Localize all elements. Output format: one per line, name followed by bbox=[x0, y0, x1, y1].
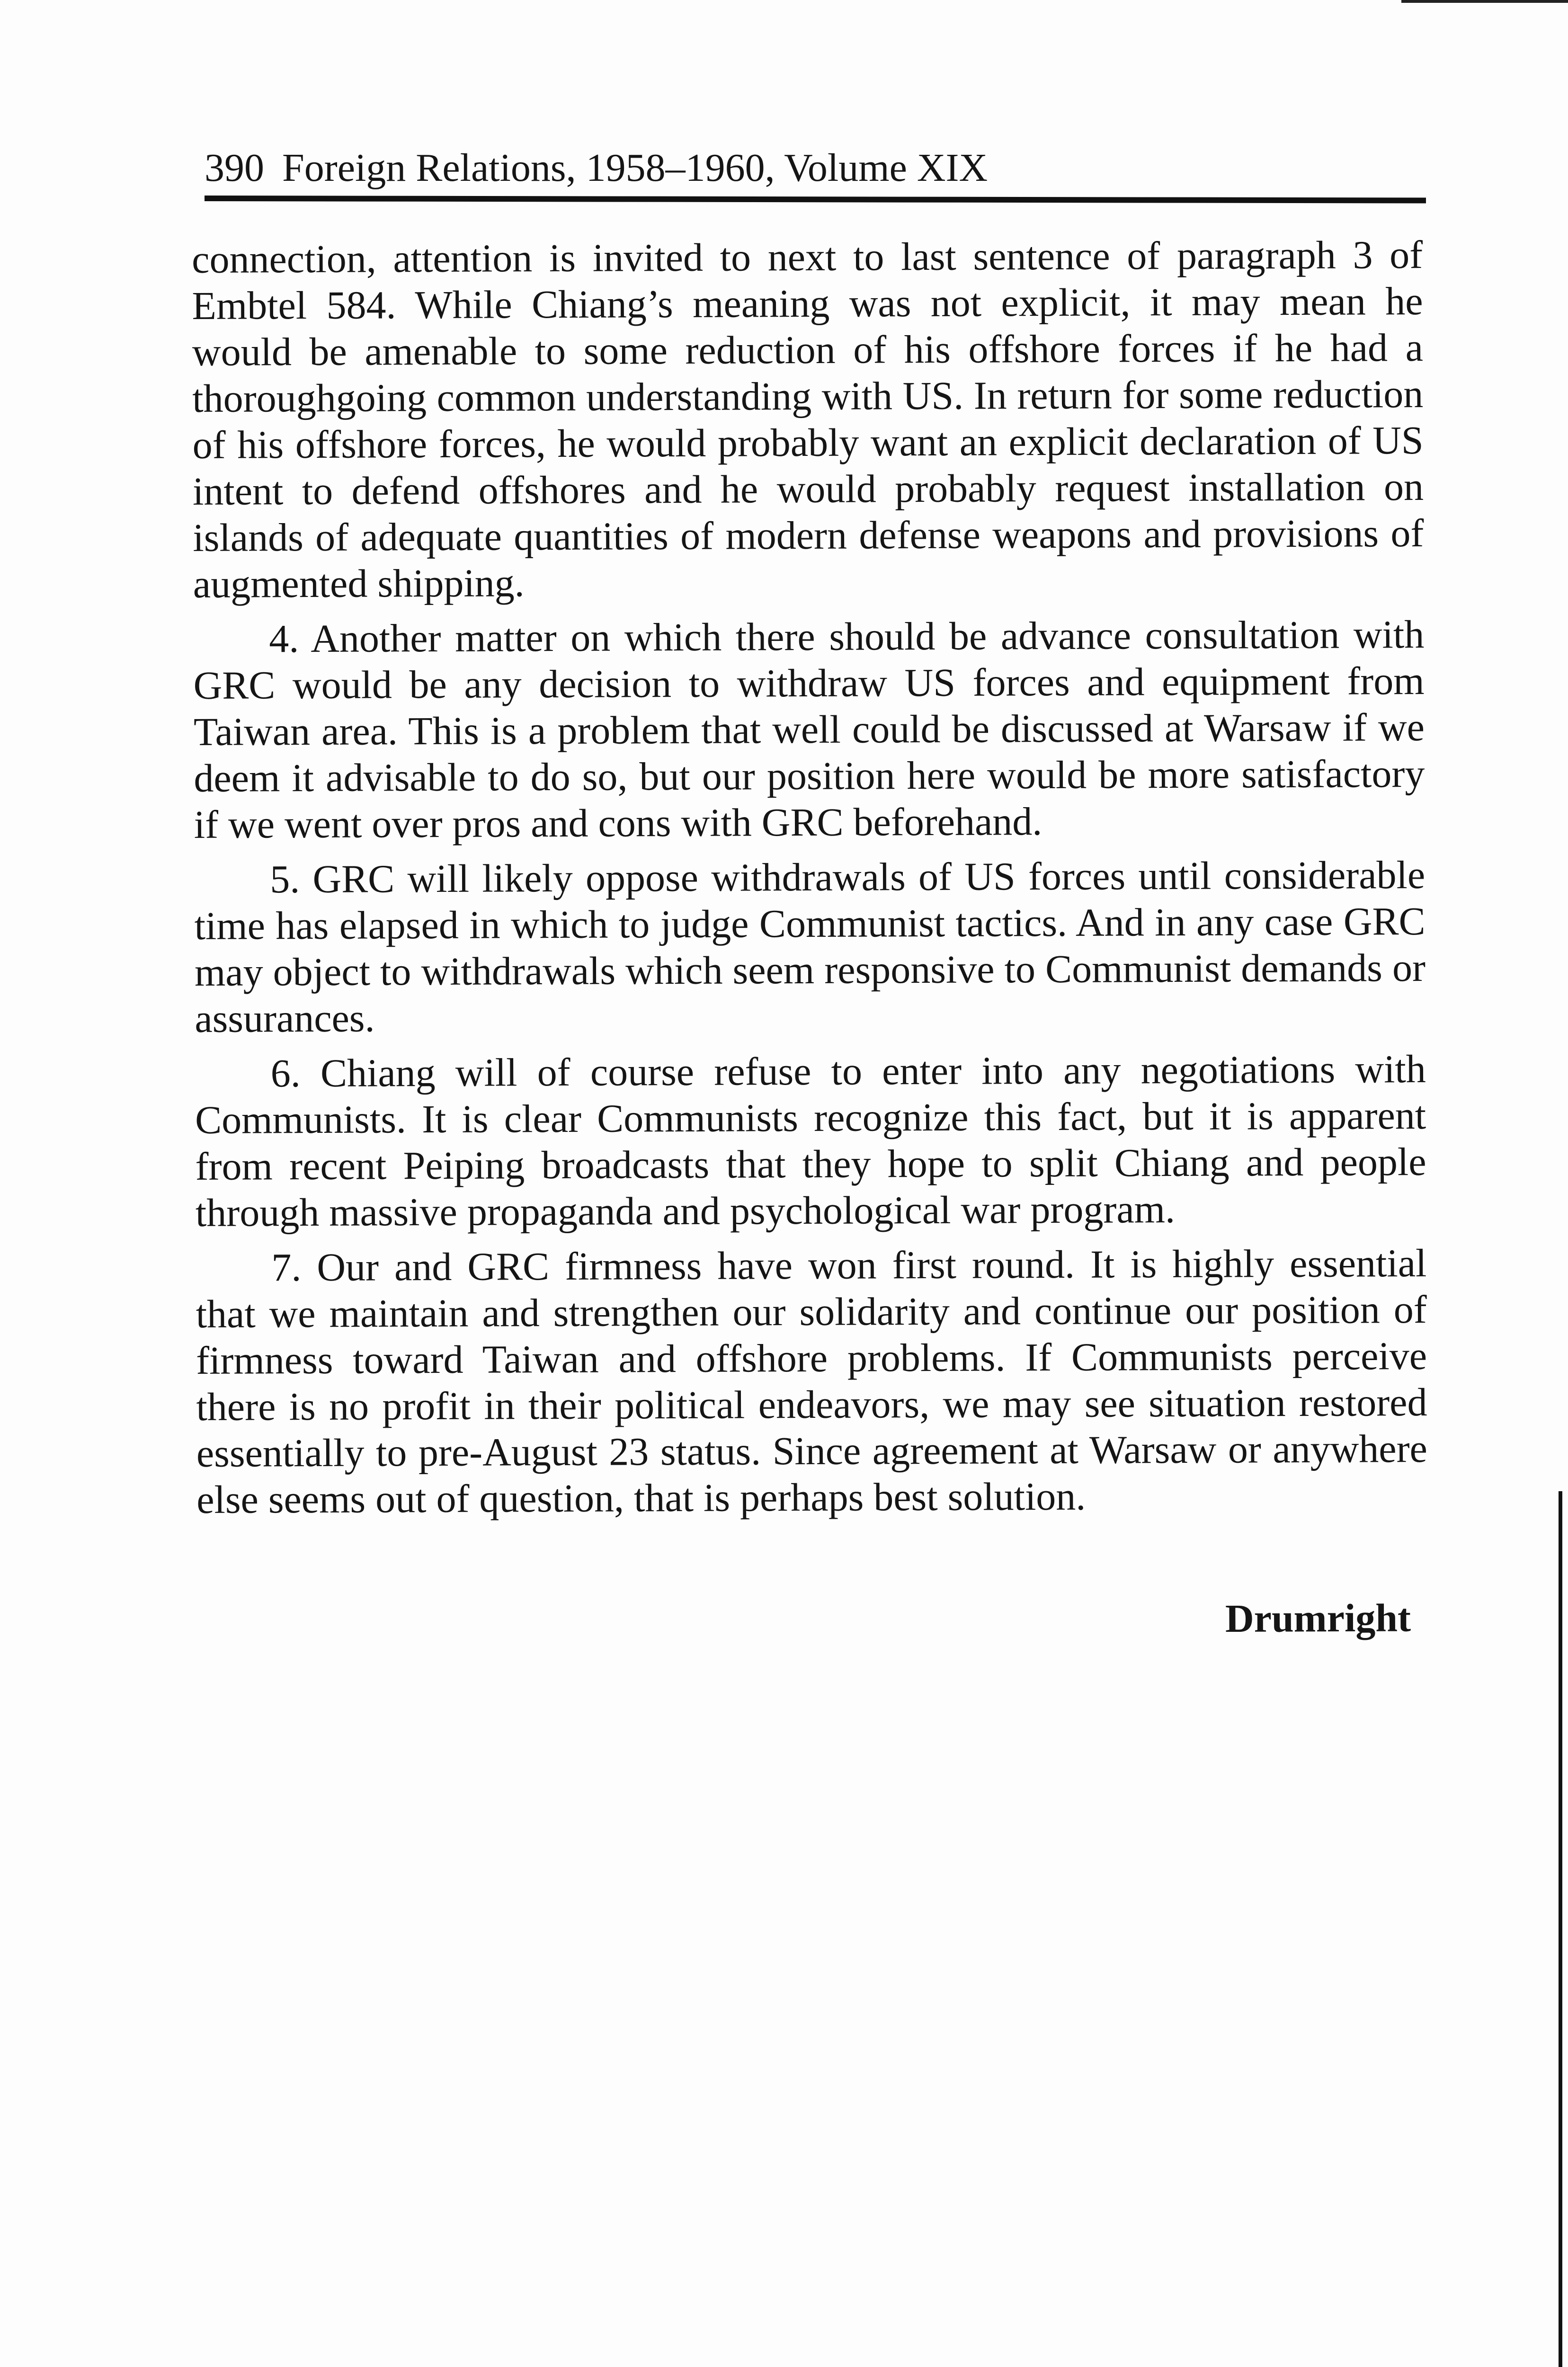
running-head bbox=[205, 140, 1426, 206]
page-number: 390 bbox=[205, 146, 264, 190]
paragraph-continued: connection, attention is invited to next to last sentence of paragraph 3 of Embtel 584. While Chiang’s meaning was not explicit, it may mean he would be amenable to some reduction of his offshore forces if he had a thoroughgoing common understanding with US. In return for some reduction of his offshore forces, he would probably want an explicit declaration of US intent to defend offshores and he would probably request installation on islands of adequate quantities of modern defense weapons and provisions of augmented shipping. bbox=[192, 233, 1424, 606]
volume-title: Foreign Relations, 1958–1960, Volume XIX bbox=[282, 146, 988, 190]
paragraph-7: 7. Our and GRC firmness have won first round. It is highly essential that we maintain and strengthen our solidarity and continue our position of firmness toward Taiwan and offshore problems. If Communists perceive there is no profit in their political endeavors, we may see situation restored essentially to pre-August 23 status. Since agreement at Warsaw or anywhere else seems out of question, that is perhaps best solution. bbox=[196, 1241, 1428, 1522]
paragraph-4: 4. Another matter on which there should be advance consultation with GRC would be any decision to withdraw US forces and equipment from Taiwan area. This is a problem that well could be discussed at Warsaw if we deem it advisable to do so, but our position here would be more satisfactory if we went over pros and cons with GRC beforehand. bbox=[193, 613, 1425, 847]
paragraph-5: 5. GRC will likely oppose withdrawals of US forces until considerable time has elapsed in which to judge Communist tactics. And in any case GRC may object to withdrawals which seem responsive to Communist demands or assurances. bbox=[194, 853, 1426, 1041]
running-head-text bbox=[205, 140, 988, 196]
scan-edge-right bbox=[1559, 1491, 1562, 2367]
body-text bbox=[192, 232, 1427, 1532]
paragraph-6: 6. Chiang will of course refuse to enter into any negotiations with Communists. It is clear Communists recognize this fact, but it is apparent from recent Peiping broadcasts that they hope to split Chiang and people through massive propaganda and psychological war program. bbox=[195, 1047, 1426, 1235]
header-rule bbox=[205, 196, 1426, 204]
scan-edge-top bbox=[1401, 0, 1568, 3]
signature: Drumright bbox=[1225, 1596, 1411, 1641]
